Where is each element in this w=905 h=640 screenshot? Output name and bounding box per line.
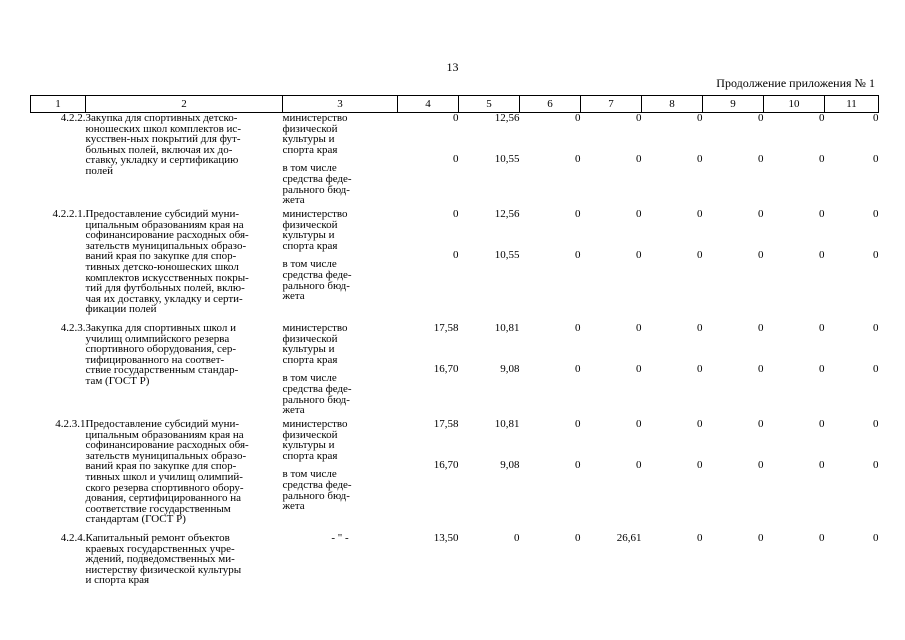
description-line: дования, сертифицированного на bbox=[85, 492, 242, 505]
row-executor bbox=[283, 323, 398, 419]
description-line: софинансирование расходных обя- bbox=[85, 439, 249, 452]
column-header: 9 bbox=[703, 96, 764, 113]
description-line: ваний края по закупке для спор- bbox=[85, 460, 237, 473]
description-line: больных полей, включая их до- bbox=[85, 143, 233, 156]
executor-line: министерство bbox=[282, 208, 348, 220]
row-description bbox=[86, 113, 283, 210]
executor-sub-line: в том числе bbox=[282, 468, 337, 481]
value-total: 0 bbox=[873, 112, 879, 124]
page-number: 13 bbox=[446, 60, 459, 74]
executor-sub-line: жета bbox=[282, 194, 305, 207]
continuation-note: Продолжение приложения № 1 bbox=[716, 76, 875, 90]
value-cell bbox=[764, 113, 825, 210]
description-line: зательств муниципальных образо- bbox=[85, 239, 247, 252]
row-description bbox=[86, 323, 283, 419]
description-line: софинансирование расходных обя- bbox=[85, 229, 249, 242]
description-line: и спорта края bbox=[85, 574, 150, 587]
value-cell bbox=[459, 419, 520, 533]
executor-line: министерство bbox=[282, 322, 348, 334]
value-cell bbox=[642, 209, 703, 323]
description-line: тивных детско-юношеских школ bbox=[85, 260, 239, 273]
value-total: 0 bbox=[453, 112, 459, 124]
description-line: ского резерва спортивного обору- bbox=[85, 481, 244, 494]
value-total: 0 bbox=[819, 208, 825, 220]
executor-subgroup bbox=[283, 469, 398, 511]
value-federal: 0 bbox=[758, 459, 764, 471]
program-table bbox=[30, 95, 879, 595]
value-total: 0 bbox=[636, 322, 642, 334]
value-cell bbox=[764, 209, 825, 323]
value-federal: 0 bbox=[575, 459, 581, 471]
value-federal: 0 bbox=[636, 249, 642, 261]
executor-sub-line: жета bbox=[282, 404, 305, 417]
value-federal: 0 bbox=[758, 153, 764, 165]
value-cell: 0 bbox=[697, 532, 703, 544]
row-index: 4.2.4. bbox=[60, 532, 86, 544]
value-cell bbox=[703, 209, 764, 323]
row-index: 4.2.3.1 bbox=[55, 418, 86, 430]
value-federal: 0 bbox=[697, 153, 703, 165]
value-total: 0 bbox=[575, 208, 581, 220]
value-federal: 0 bbox=[819, 363, 825, 375]
description-line: краевых государственных учре- bbox=[85, 542, 235, 555]
value-cell bbox=[642, 113, 703, 210]
executor-line: спорта края bbox=[282, 239, 338, 252]
value-federal: 0 bbox=[697, 249, 703, 261]
executor-subgroup bbox=[283, 259, 398, 301]
value-cell bbox=[520, 323, 581, 419]
value-total: 17,58 bbox=[433, 322, 459, 334]
value-total: 0 bbox=[636, 112, 642, 124]
value-total: 0 bbox=[697, 418, 703, 430]
value-cell bbox=[581, 113, 642, 210]
value-federal: 9,08 bbox=[500, 363, 520, 375]
executor-line: физической bbox=[282, 332, 338, 345]
executor-line: физической bbox=[282, 218, 338, 231]
description-line: тифицированного на соответ- bbox=[85, 353, 225, 366]
description-line: тий для футбольных полей, вклю- bbox=[85, 282, 245, 295]
value-cell: 0 bbox=[819, 532, 825, 544]
description-line: ставку, укладку и сертификацию bbox=[85, 154, 239, 167]
row-executor bbox=[283, 209, 398, 323]
row-index: 4.2.2.1. bbox=[52, 208, 86, 220]
column-header: 6 bbox=[520, 96, 581, 113]
table-row bbox=[31, 113, 879, 210]
description-line: Закупка для спортивных школ и bbox=[85, 322, 236, 334]
description-line: спортивного оборудования, сер- bbox=[85, 343, 237, 356]
value-cell bbox=[398, 209, 459, 323]
description-line: нистерству физической культуры bbox=[85, 563, 242, 576]
executor-line: культуры и bbox=[282, 133, 335, 146]
executor-sub-line: в том числе bbox=[282, 258, 337, 271]
value-total: 0 bbox=[697, 112, 703, 124]
value-cell bbox=[459, 209, 520, 323]
value-cell bbox=[642, 419, 703, 533]
value-federal: 0 bbox=[758, 249, 764, 261]
executor-line: министерство bbox=[282, 418, 348, 430]
value-cell bbox=[520, 113, 581, 210]
value-federal: 16,70 bbox=[433, 459, 459, 471]
value-total: 0 bbox=[873, 322, 879, 334]
executor-sub-line: рального бюд- bbox=[282, 183, 350, 196]
row-executor-ditto: - " - bbox=[331, 532, 349, 544]
value-federal: 0 bbox=[819, 459, 825, 471]
executor-sub-line: средства феде- bbox=[282, 172, 352, 185]
column-header: 5 bbox=[459, 96, 520, 113]
value-cell bbox=[825, 419, 879, 533]
value-cell bbox=[398, 113, 459, 210]
value-cell bbox=[459, 113, 520, 210]
value-federal: 0 bbox=[873, 153, 879, 165]
value-federal: 0 bbox=[873, 363, 879, 375]
value-cell bbox=[581, 419, 642, 533]
description-line: тивных школ и училищ олимпий- bbox=[85, 470, 243, 483]
value-cell bbox=[703, 113, 764, 210]
value-cell bbox=[825, 323, 879, 419]
value-total: 0 bbox=[575, 322, 581, 334]
value-cell: 26,61 bbox=[616, 532, 642, 544]
value-cell bbox=[520, 209, 581, 323]
row-description bbox=[86, 533, 283, 595]
description-line: зательств муниципальных образо- bbox=[85, 449, 247, 462]
row-executor bbox=[283, 113, 398, 210]
description-line: ствие государственным стандар- bbox=[85, 364, 239, 377]
executor-line: министерство bbox=[282, 112, 348, 124]
description-line: ципальным образованиям края на bbox=[85, 218, 244, 231]
executor-line: культуры и bbox=[282, 343, 335, 356]
value-cell bbox=[398, 323, 459, 419]
executor-line: физической bbox=[282, 122, 338, 135]
column-header: 1 bbox=[31, 96, 86, 113]
description-line: ваний края по закупке для спор- bbox=[85, 250, 237, 263]
value-federal: 0 bbox=[758, 363, 764, 375]
column-header: 7 bbox=[581, 96, 642, 113]
value-federal: 0 bbox=[453, 153, 459, 165]
description-line: комплектов искусственных покры- bbox=[85, 271, 249, 284]
value-total: 0 bbox=[697, 208, 703, 220]
column-header: 10 bbox=[764, 96, 825, 113]
description-line: соответствие государственным bbox=[85, 502, 231, 515]
executor-line: культуры и bbox=[282, 439, 335, 452]
column-header: 3 bbox=[283, 96, 398, 113]
executor-line: спорта края bbox=[282, 353, 338, 366]
description-line: Закупка для спортивных детско- bbox=[85, 112, 238, 124]
value-total: 12,56 bbox=[494, 112, 520, 124]
description-line: Капитальный ремонт объектов bbox=[85, 532, 230, 544]
value-total: 0 bbox=[873, 208, 879, 220]
value-federal: 0 bbox=[636, 459, 642, 471]
value-cell: 0 bbox=[873, 532, 879, 544]
value-cell: 0 bbox=[514, 532, 520, 544]
value-total: 17,58 bbox=[433, 418, 459, 430]
value-total: 10,81 bbox=[494, 322, 520, 334]
executor-line: физической bbox=[282, 428, 338, 441]
value-cell bbox=[764, 419, 825, 533]
description-line: чая их доставку, укладку и серти- bbox=[85, 292, 243, 305]
value-cell bbox=[825, 113, 879, 210]
value-federal: 0 bbox=[697, 459, 703, 471]
value-total: 0 bbox=[636, 418, 642, 430]
executor-line: культуры и bbox=[282, 229, 335, 242]
description-line: кусствен-ных покрытий для фут- bbox=[85, 133, 241, 146]
value-cell bbox=[581, 323, 642, 419]
value-cell bbox=[398, 419, 459, 533]
table-row bbox=[31, 323, 879, 419]
value-federal: 0 bbox=[636, 153, 642, 165]
value-cell bbox=[581, 209, 642, 323]
executor-sub-line: средства феде- bbox=[282, 478, 352, 491]
description-line: полей bbox=[85, 164, 113, 177]
column-header: 11 bbox=[825, 96, 879, 113]
executor-sub-line: в том числе bbox=[282, 162, 337, 175]
table-row bbox=[31, 419, 879, 533]
description-line: ждений, подведомственных ми- bbox=[85, 553, 235, 566]
value-federal: 0 bbox=[575, 363, 581, 375]
value-total: 10,81 bbox=[494, 418, 520, 430]
row-description bbox=[86, 209, 283, 323]
value-federal: 0 bbox=[575, 153, 581, 165]
header-row bbox=[31, 96, 879, 113]
value-federal: 0 bbox=[873, 249, 879, 261]
column-header: 2 bbox=[86, 96, 283, 113]
value-total: 0 bbox=[819, 112, 825, 124]
executor-sub-line: рального бюд- bbox=[282, 279, 350, 292]
row-index: 4.2.3. bbox=[60, 322, 86, 334]
row-description bbox=[86, 419, 283, 533]
value-total: 12,56 bbox=[494, 208, 520, 220]
description-line: стандартам (ГОСТ Р) bbox=[85, 513, 186, 526]
executor-line: спорта края bbox=[282, 449, 338, 462]
value-total: 0 bbox=[758, 322, 764, 334]
value-federal: 0 bbox=[873, 459, 879, 471]
executor-sub-line: средства феде- bbox=[282, 268, 352, 281]
value-cell bbox=[703, 323, 764, 419]
value-cell: 0 bbox=[758, 532, 764, 544]
executor-sub-line: рального бюд- bbox=[282, 393, 350, 406]
value-total: 0 bbox=[453, 208, 459, 220]
row-index: 4.2.2. bbox=[60, 112, 86, 124]
description-line: Предоставление субсидий муни- bbox=[85, 418, 240, 430]
value-total: 0 bbox=[819, 418, 825, 430]
description-line: фикации полей bbox=[85, 303, 157, 316]
executor-subgroup bbox=[283, 163, 398, 205]
description-line: там (ГОСТ Р) bbox=[85, 374, 150, 387]
column-header: 4 bbox=[398, 96, 459, 113]
value-total: 0 bbox=[819, 322, 825, 334]
value-federal: 9,08 bbox=[500, 459, 520, 471]
value-federal: 0 bbox=[575, 249, 581, 261]
column-header: 8 bbox=[642, 96, 703, 113]
value-federal: 0 bbox=[819, 249, 825, 261]
executor-sub-line: средства феде- bbox=[282, 382, 352, 395]
value-total: 0 bbox=[575, 112, 581, 124]
table-row bbox=[31, 209, 879, 323]
executor-sub-line: жета bbox=[282, 290, 305, 303]
value-total: 0 bbox=[873, 418, 879, 430]
executor-subgroup bbox=[283, 373, 398, 415]
value-total: 0 bbox=[697, 322, 703, 334]
description-line: Предоставление субсидий муни- bbox=[85, 208, 240, 220]
value-cell bbox=[642, 323, 703, 419]
value-cell bbox=[703, 419, 764, 533]
value-total: 0 bbox=[758, 112, 764, 124]
value-federal: 16,70 bbox=[433, 363, 459, 375]
value-cell: 0 bbox=[575, 532, 581, 544]
value-federal: 10,55 bbox=[494, 153, 520, 165]
row-executor bbox=[283, 419, 398, 533]
value-federal: 0 bbox=[819, 153, 825, 165]
value-total: 0 bbox=[575, 418, 581, 430]
value-cell bbox=[520, 419, 581, 533]
executor-line: спорта края bbox=[282, 143, 338, 156]
table-row bbox=[31, 533, 879, 595]
value-federal: 0 bbox=[453, 249, 459, 261]
executor-sub-line: в том числе bbox=[282, 372, 337, 385]
executor-sub-line: жета bbox=[282, 500, 305, 513]
value-cell bbox=[764, 323, 825, 419]
value-federal: 10,55 bbox=[494, 249, 520, 261]
value-cell: 13,50 bbox=[433, 532, 459, 544]
value-federal: 0 bbox=[636, 363, 642, 375]
executor-sub-line: рального бюд- bbox=[282, 489, 350, 502]
description-line: юношеских школ комплектов ис- bbox=[85, 122, 241, 135]
value-total: 0 bbox=[636, 208, 642, 220]
description-line: училищ олимпийского резерва bbox=[85, 332, 230, 345]
description-line: ципальным образованиям края на bbox=[85, 428, 244, 441]
value-federal: 0 bbox=[697, 363, 703, 375]
value-total: 0 bbox=[758, 418, 764, 430]
value-cell bbox=[459, 323, 520, 419]
value-cell bbox=[825, 209, 879, 323]
value-total: 0 bbox=[758, 208, 764, 220]
